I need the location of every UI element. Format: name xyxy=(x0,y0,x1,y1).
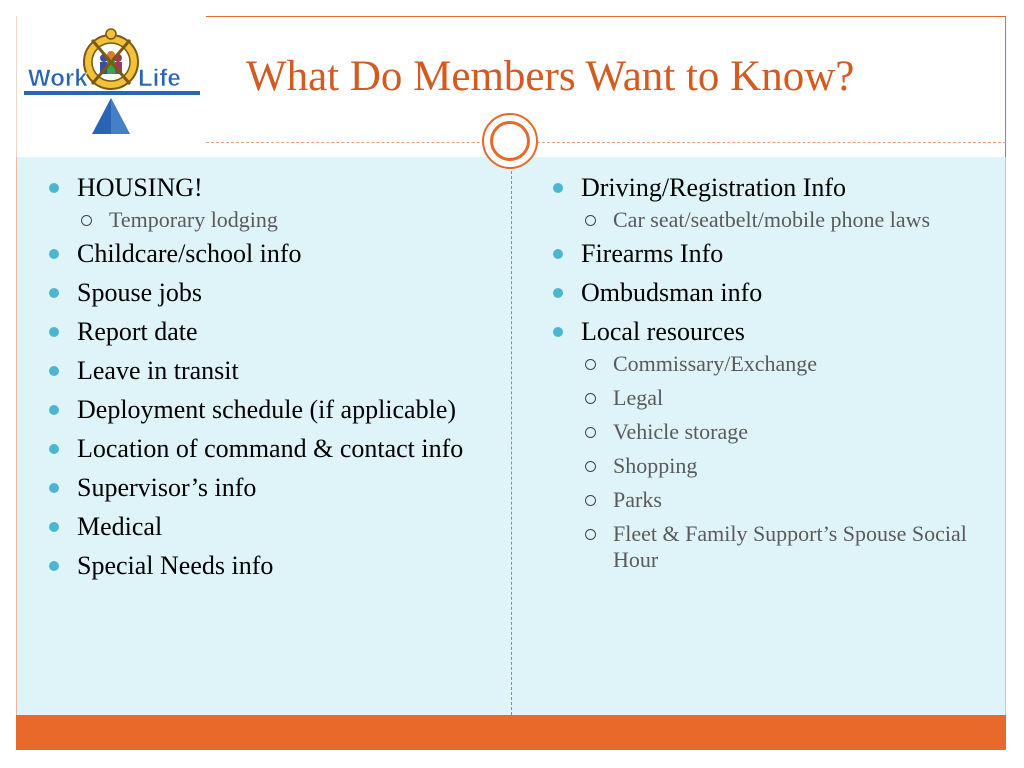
sub-bullet-item: Car seat/seatbelt/mobile phone laws xyxy=(581,207,991,233)
header-left-border xyxy=(16,16,17,157)
bullet-text: Local resources xyxy=(581,317,745,346)
sub-bullet-item: Vehicle storage xyxy=(581,419,991,445)
work-life-logo xyxy=(20,24,202,144)
bullet-item xyxy=(47,278,487,308)
header-top-border xyxy=(206,16,1006,17)
sub-bullet-list xyxy=(581,351,991,573)
bullet-text: Report date xyxy=(77,317,198,346)
logo-life-text: Life xyxy=(138,65,181,92)
sub-bullet-list xyxy=(581,207,991,233)
bullet-item xyxy=(551,173,991,233)
bullet-text: Driving/Registration Info xyxy=(581,173,847,202)
bullet-text: Location of command & contact info xyxy=(77,434,464,463)
sub-bullet-list xyxy=(77,207,487,233)
bullet-item xyxy=(47,434,487,464)
right-bullet-list xyxy=(551,173,991,573)
bullet-item xyxy=(551,317,991,573)
logo-work-text: Work xyxy=(28,65,88,92)
bullet-item xyxy=(47,239,487,269)
sub-bullet-item: Parks xyxy=(581,487,991,513)
slide-title: What Do Members Want to Know? xyxy=(246,53,855,100)
bullet-text: Spouse jobs xyxy=(77,278,202,307)
bullet-item xyxy=(47,512,487,542)
bullet-text: HOUSING! xyxy=(77,173,203,202)
bullet-item xyxy=(551,239,991,269)
footer-bar xyxy=(16,715,1006,750)
bullet-text: Childcare/school info xyxy=(77,239,302,268)
bullet-item xyxy=(47,473,487,503)
sub-bullet-item: Commissary/Exchange xyxy=(581,351,991,377)
bullet-item xyxy=(47,356,487,386)
bullet-item xyxy=(551,278,991,308)
bullet-item xyxy=(47,173,487,233)
title-circle-ornament xyxy=(482,113,538,169)
sub-bullet-item: Fleet & Family Support’s Spouse Social Hour xyxy=(581,521,991,573)
left-bullet-list xyxy=(47,173,487,581)
bullet-text: Ombudsman info xyxy=(581,278,763,307)
bullet-text: Leave in transit xyxy=(77,356,239,385)
left-column xyxy=(47,173,487,590)
sub-bullet-item: Shopping xyxy=(581,453,991,479)
right-column xyxy=(551,173,991,579)
column-divider xyxy=(511,171,512,715)
header-right-border xyxy=(1005,16,1006,157)
header-dashed-divider xyxy=(206,142,1006,143)
slide xyxy=(16,16,1006,750)
bullet-text: Special Needs info xyxy=(77,551,274,580)
bullet-item xyxy=(47,395,487,425)
bullet-text: Deployment schedule (if applicable) xyxy=(77,395,457,424)
bullet-item xyxy=(47,551,487,581)
bullet-text: Medical xyxy=(77,512,163,541)
sub-bullet-item: Legal xyxy=(581,385,991,411)
bullet-text: Firearms Info xyxy=(581,239,724,268)
sub-bullet-item: Temporary lodging xyxy=(77,207,487,233)
bullet-item xyxy=(47,317,487,347)
seal-emblem-icon xyxy=(84,29,138,89)
bullet-text: Supervisor’s info xyxy=(77,473,257,502)
slide-content xyxy=(16,157,1006,715)
